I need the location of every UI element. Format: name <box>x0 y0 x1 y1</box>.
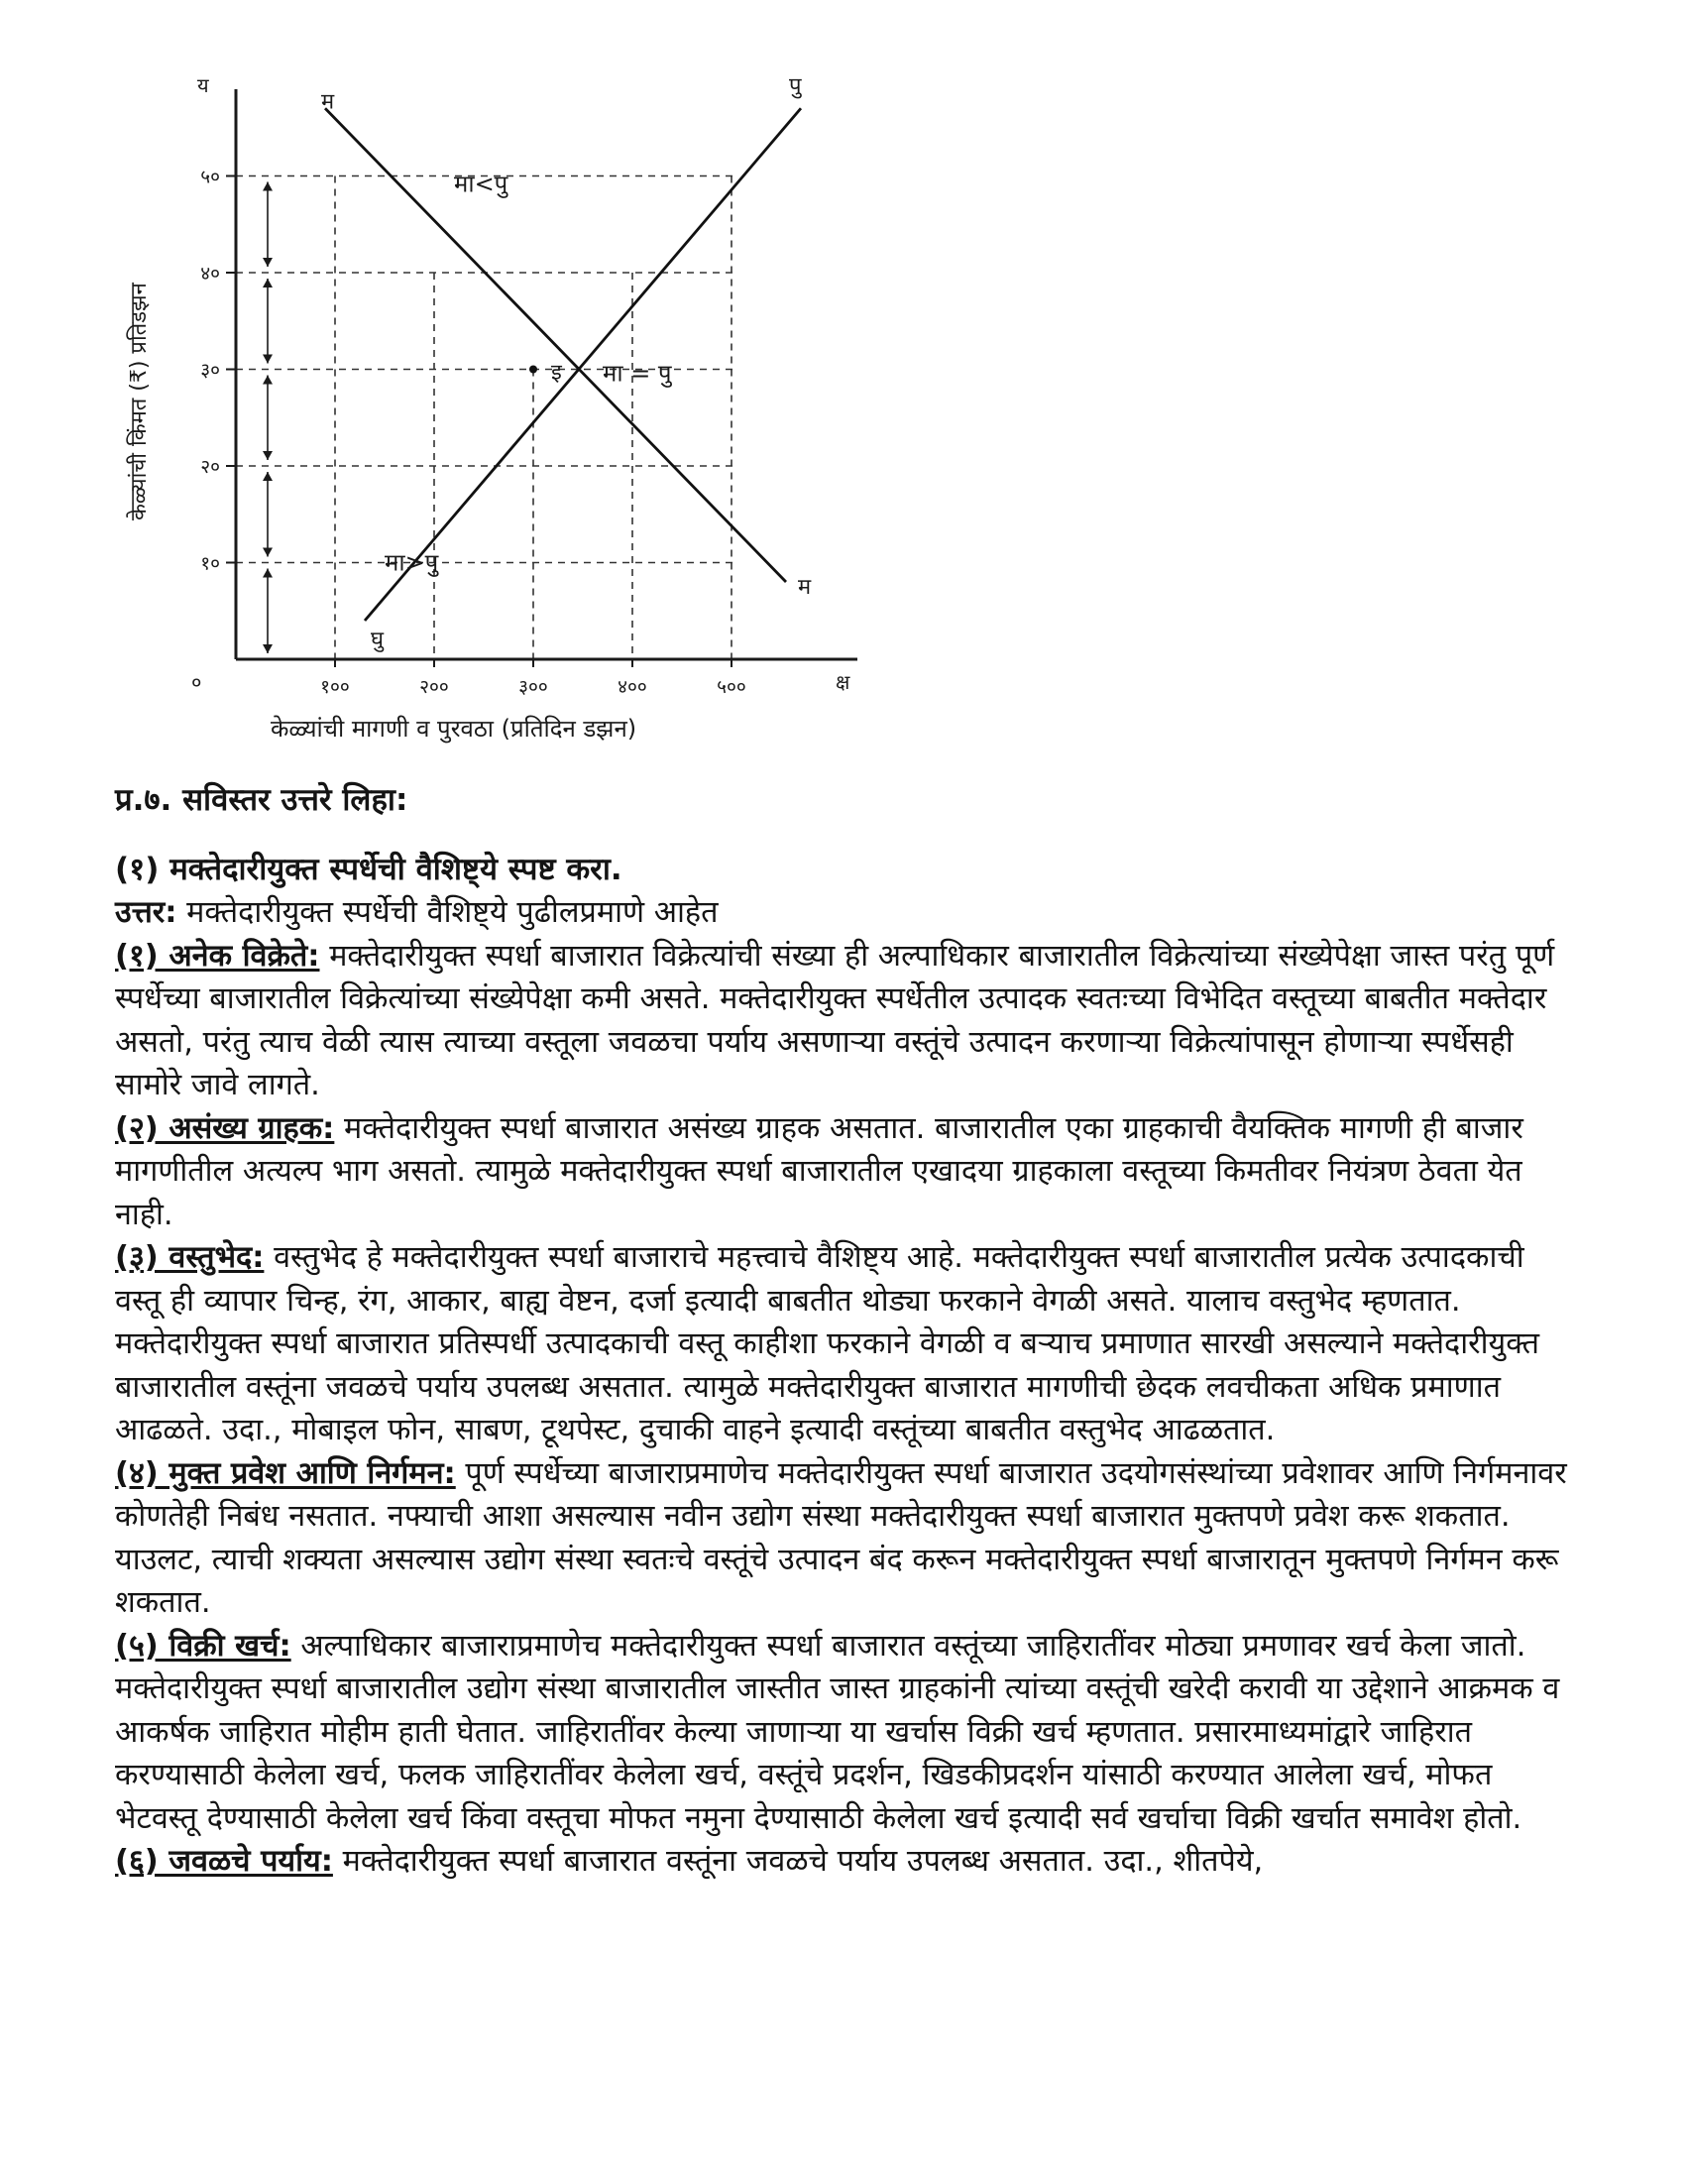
x-tick-label: १०० <box>320 676 350 698</box>
interval-arrow-head <box>263 569 273 578</box>
sub-question: (१) मक्तेदारीयुक्त स्पर्धेची वैशिष्ट्ये स्पष्ट करा. <box>115 852 622 887</box>
y-axis-label: केळ्यांची किंमत (₹) प्रतिडझन <box>127 283 152 520</box>
answer-intro <box>115 891 1567 935</box>
x-axis-label: केळ्यांची मागणी व पुरवठा (प्रतिदिन डझन) <box>271 715 637 743</box>
chart-guide-lines <box>236 176 733 660</box>
equilibrium-label: इ <box>551 360 562 386</box>
x-tick-label: ३०० <box>518 676 548 698</box>
feature-text: मक्तेदारीयुक्त स्पर्धा बाजारात वस्तूंना जवळचे पर्याय उपलब्ध असतात. उदा., शीतपेये, <box>332 1844 1264 1879</box>
price-interval-arrows <box>263 182 273 654</box>
feature-heading: (५) विक्री खर्च: <box>115 1628 291 1664</box>
annotation-demand-greater-than-supply: मा>पु <box>385 548 439 577</box>
origin-label: ० <box>191 670 202 694</box>
feature-heading: (३) वस्तुभेद: <box>115 1240 265 1275</box>
x-tick-group <box>320 659 746 698</box>
interval-arrow-head <box>263 279 273 287</box>
feature-text: मक्तेदारीयुक्त स्पर्धा बाजारात विक्रेत्यांची संख्या ही अल्पाधिकार बाजारातील विक्रेत्यांच्या संख्येपेक्षा जास्त परंतु पूर्ण स्पर्धेच्या बाजारातील विक्रेत्यांच्या संख्येपेक्षा कमी असते. मक्तेदारीयुक्त स्पर्धेतील उत्पादक स्वतःच्या विभेदित वस्तूच्या बाबतीत मक्तेदार असतो, परंतु त्याच वेळी त्यास त्याच्या वस्तूला जवळचा पर्याय असणाऱ्या वस्तूंचे उत्पादन करणाऱ्या विक्रेत्यांपासून होणाऱ्या स्पर्धेसही सामोरे जावे लागते. <box>115 938 1555 1102</box>
interval-arrow-head <box>263 376 273 385</box>
interval-arrow-head <box>263 182 273 191</box>
feature-point <box>115 1625 1567 1841</box>
feature-heading: (१) अनेक विक्रेते: <box>115 938 320 974</box>
demand-curve-start-label: म <box>321 89 335 115</box>
equilibrium-point <box>529 366 537 374</box>
interval-arrow-head <box>263 548 273 557</box>
feature-point <box>115 1236 1567 1452</box>
interval-arrow-head <box>263 451 273 460</box>
y-tick-label: २० <box>200 456 220 478</box>
feature-heading: (२) असंख्य ग्राहक: <box>115 1110 335 1146</box>
y-tick-label: ३० <box>200 359 220 382</box>
y-axis-letter: य <box>197 73 209 97</box>
supply-curve-start-label: घु <box>371 628 385 652</box>
question-heading: प्र.७. सविस्तर उत्तरे लिहा: <box>115 782 408 818</box>
feature-text: वस्तुभेद हे मक्तेदारीयुक्त स्पर्धा बाजाराचे महत्त्वाचे वैशिष्ट्य आहे. मक्तेदारीयुक्त स्पर्धा बाजारातील प्रत्येक उत्पादकाची वस्तू ही व्यापार चिन्ह, रंग, आकार, बाह्य वेष्टन, दर्जा इत्यादी बाबतीत थोड्या फरकाने वेगळी असते. यालाच वस्तुभेद म्हणतात. मक्तेदारीयुक्त स्पर्धा बाजारात प्रतिस्पर्धी उत्पादकाची वस्तू काहीशा फरकाने वेगळी व बऱ्याच प्रमाणात सारखी असल्याने मक्तेदारीयुक्त बाजारातील वस्तूंना जवळचे पर्याय उपलब्ध असतात. त्यामुळे मक्तेदारीयुक्त बाजारात मागणीची छेदक लवचीकता अधिक प्रमाणात आढळते. उदा., मोबाइल फोन, साबण, टूथपेस्ट, दुचाकी वाहने इत्यादी वस्तूंच्या बाबतीत वस्तुभेद आढळतात. <box>115 1240 1539 1447</box>
supply-curve-end-label: पु <box>789 73 802 99</box>
x-tick-label: २०० <box>419 676 449 698</box>
feature-point <box>115 1107 1567 1237</box>
answer-section <box>115 778 1567 1884</box>
annotation-demand-less-than-supply: मा<पु <box>454 170 508 198</box>
interval-arrow-head <box>263 644 273 653</box>
y-tick-label: १० <box>200 552 220 575</box>
supply-curve <box>365 108 801 621</box>
interval-arrow-head <box>263 355 273 364</box>
feature-point <box>115 1452 1567 1625</box>
feature-text: अल्पाधिकार बाजाराप्रमाणेच मक्तेदारीयुक्त स्पर्धा बाजारात वस्तूंच्या जाहिरातींवर मोठ्या प्रमणावर खर्च केला जातो. मक्तेदारीयुक्त स्पर्धा बाजारातील उद्योग संस्था बाजारातील जास्तीत जास्त ग्राहकांनी त्यांच्या वस्तूंची खरेदी करावी या उद्देशाने आक्रमक व आकर्षक जाहिरात मोहीम हाती घेतात. जाहिरातींवर केल्या जाणाऱ्या या खर्चास विक्री खर्च म्हणतात. प्रसारमाध्यमांद्वारे जाहिरात करण्यासाठी केलेला खर्च, फलक जाहिरातींवर केलेला खर्च, वस्तूंचे प्रदर्शन, खिडकीप्रदर्शन यांसाठी करण्यात आलेला खर्च, मोफत भेटवस्तू देण्यासाठी केलेला खर्च किंवा वस्तूचा मोफत नमुना देण्यासाठी केलेला खर्च इत्यादी सर्व खर्चाचा विक्री खर्चात समावेश होतो. <box>115 1628 1560 1836</box>
demand-curve <box>325 108 786 582</box>
feature-text: पूर्ण स्पर्धेच्या बाजाराप्रमाणेच मक्तेदारीयुक्त स्पर्धा बाजारात उदयोगसंस्थांच्या प्रवेशावर आणि निर्गमनावर कोणतेही निबंध नसतात. नफ्याची आशा असल्यास नवीन उद्योग संस्था मक्तेदारीयुक्त स्पर्धा बाजारात मुक्तपणे प्रवेश करू शकतात. याउलट, त्याची शक्यता असल्यास उद्योग संस्था स्वतःचे वस्तूंचे उत्पादन बंद करून मक्तेदारीयुक्त स्पर्धा बाजारातून मुक्तपणे निर्गमन करू शकतात. <box>115 1455 1567 1620</box>
x-axis-letter: क्ष <box>836 670 850 694</box>
answer-label: उत्तर: <box>115 895 177 930</box>
x-tick-label: ५०० <box>717 676 746 698</box>
feature-heading: (४) मुक्त प्रवेश आणि निर्गमन: <box>115 1455 456 1491</box>
demand-curve-end-label: म <box>798 575 812 600</box>
feature-heading: (६) जवळचे पर्याय: <box>115 1844 333 1879</box>
y-tick-label: ५० <box>200 166 220 188</box>
x-tick-label: ४०० <box>618 676 647 698</box>
interval-arrow-head <box>263 472 273 481</box>
y-tick-label: ४० <box>200 263 220 285</box>
demand-supply-chart <box>94 55 887 758</box>
feature-text: मक्तेदारीयुक्त स्पर्धा बाजारात असंख्य ग्राहक असतात. बाजारातील एका ग्राहकाची वैयक्तिक मागणी ही बाजार मागणीतील अत्यल्प भाग असतो. त्यामुळे मक्तेदारीयुक्त स्पर्धा बाजारातील एखादया ग्राहकाला वस्तूच्या किमतीवर नियंत्रण ठेवता येत नाही. <box>115 1110 1523 1232</box>
feature-point <box>115 935 1567 1107</box>
feature-point <box>115 1840 1567 1884</box>
answer-intro-text: मक्तेदारीयुक्त स्पर्धेची वैशिष्ट्ये पुढीलप्रमाणे आहेत <box>176 895 719 930</box>
annotation-demand-equals-supply: मा = पु <box>603 359 672 388</box>
interval-arrow-head <box>263 258 273 267</box>
y-tick-group <box>200 167 236 575</box>
